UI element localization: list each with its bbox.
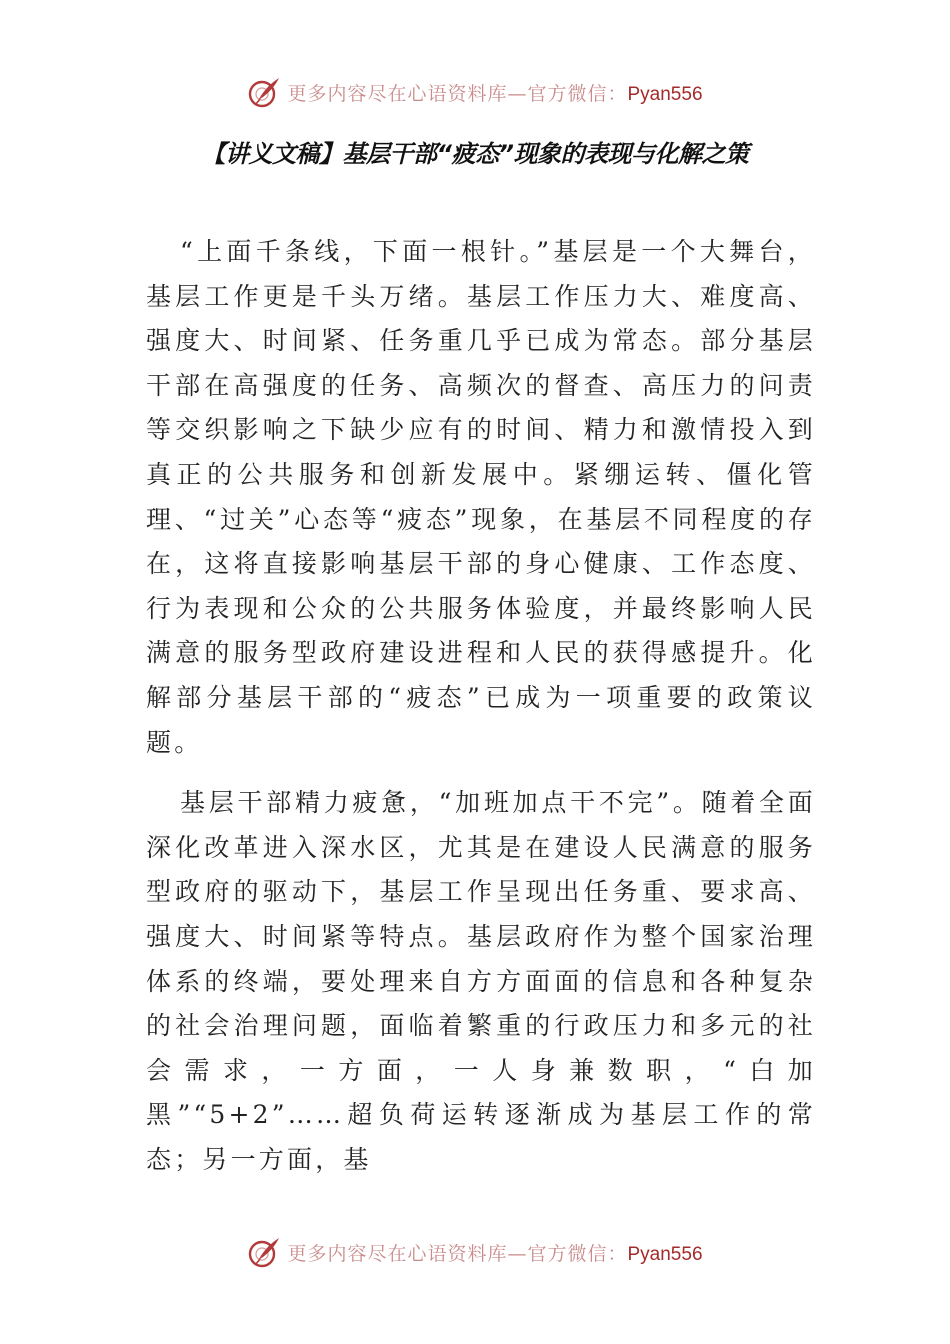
paragraph: “上面千条线，下面一根针。”基层是一个大舞台，基层工作更是千头万绪。基层工作压力大、难度高、强度大、时间紧、任务重几乎已成为常态。部分基层干部在高强度的任务、高频次的督查、高压力的问责等交织影响之下缺少应有的时间、精力和激情投入到真正的公共服务和创新发展中。紧绷运转、僵化管理、“过关”心态等“疲态”现象，在基层不同程度的存在，这将直接影响基层干部的身心健康、工作态度、行为表现和公众的公共服务体验度，并最终影响人民满意的服务型政府建设进程和人民的获得感提升。化解部分基层干部的“疲态”已成为一项重要的政策议题。	[146, 237, 816, 757]
watermark-text	[287, 79, 702, 106]
quill-logo-icon	[247, 75, 281, 109]
watermark-brand: Pyan556	[627, 1243, 703, 1265]
watermark-brand: Pyan556	[627, 83, 703, 105]
document-title: 【讲义文稿】基层干部“疲态”现象的表现与化解之策	[201, 140, 749, 168]
header-watermark	[0, 70, 950, 114]
watermark-text	[287, 1239, 702, 1266]
document-body	[146, 230, 816, 1198]
footer-watermark	[0, 1230, 950, 1274]
watermark-slogan: 更多内容尽在心语资料库—官方微信：	[287, 1242, 628, 1265]
watermark-slogan: 更多内容尽在心语资料库—官方微信：	[287, 82, 628, 105]
paragraph: 基层干部精力疲惫，“加班加点干不完”。随着全面深化改革进入深水区，尤其是在建设人民满意的服务型政府的驱动下，基层工作呈现出任务重、要求高、强度大、时间紧等特点。基层政府作为整个国家治理体系的终端，要处理来自方方面面的信息和各种复杂的社会治理问题，面临着繁重的行政压力和多元的社会需求，一方面，一人身兼数职，“白加黑”“5+2”……超负荷运转逐渐成为基层工作的常态；另一方面，基	[146, 788, 816, 1174]
quill-logo-icon	[247, 1235, 281, 1269]
